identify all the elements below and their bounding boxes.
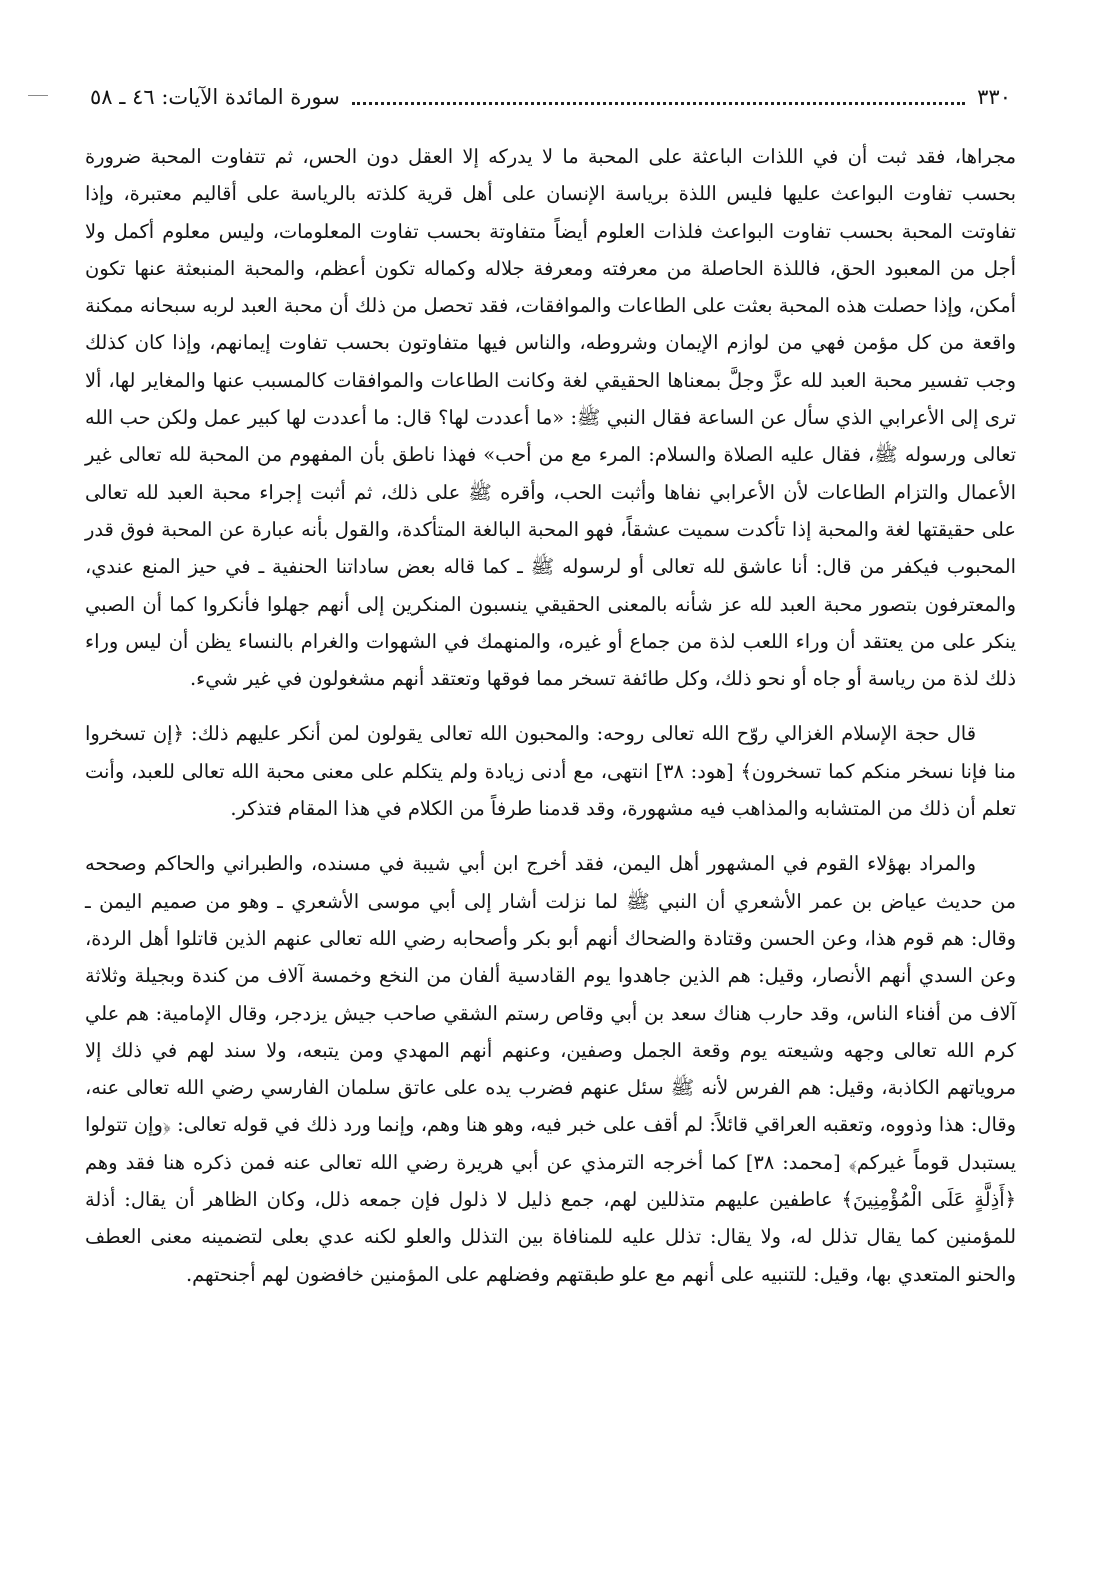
margin-mark	[28, 95, 48, 96]
page-body	[85, 138, 1016, 1293]
leader-dots	[352, 101, 965, 105]
paragraph-3: والمراد بهؤلاء القوم في المشهور أهل اليمن، فقد أخرج ابن أبي شيبة في مسنده، والطبراني والحاكم وصححه من حديث عياض بن عمر الأشعري أن النبي ﷺ لما نزلت أشار إلى أبي موسى الأشعري ـ وهو من صميم اليمن ـ وقال: هم قوم هذا، وعن الحسن وقتادة والضحاك أنهم أبو بكر وأصحابه رضي الله تعالى عنهم الذين قاتلوا أهل الردة، وعن السدي أنهم الأنصار، وقيل: هم الذين جاهدوا يوم القادسية ألفان من النخع وخمسة آلاف من كندة وبجيلة وثلاثة آلاف من أفناء الناس، وقد حارب هناك سعد بن أبي وقاص رستم الشقي صاحب جيش يزدجر، وقال الإمامية: هم علي كرم الله تعالى وجهه وشيعته يوم وقعة الجمل وصفين، وعنهم أنهم المهدي ومن يتبعه، ولا سند لهم في ذلك إلا مروياتهم الكاذبة، وقيل: هم الفرس لأنه ﷺ سئل عنهم فضرب يده على عاتق سلمان الفارسي رضي الله تعالى عنه، وقال: هذا وذووه، وتعقبه العراقي قائلاً: لم أقف على خبر فيه، وهو هنا وهم، وإنما ورد ذلك في قوله تعالى: ﴿وإن تتولوا يستبدل قوماً غيركم﴾ [محمد: ٣٨] كما أخرجه الترمذي عن أبي هريرة رضي الله تعالى عنه فمن ذكره هنا فقد وهم ﴿أَذِلَّةٍ عَلَى الْمُؤْمِنِينَ﴾ عاطفين عليهم متذللين لهم، جمع ذليل لا ذلول فإن جمعه ذلل، وكان الظاهر أن يقال: أذلة للمؤمنين كما يقال تذلل له، ولا يقال: تذلل عليه للمنافاة بين التذلل والعلو لكنه عدي بعلى لتضمينه معنى العطف والحنو المتعدي بها، وقيل: للتنبيه على أنهم مع علو طبقتهم وفضلهم على المؤمنين خافضون لهم أجنحتهم.	[85, 852, 1017, 1286]
running-header	[90, 80, 1011, 114]
page-number: ٣٣٠	[977, 85, 1011, 109]
paragraph-2: قال حجة الإسلام الغزالي روّح الله تعالى روحه: والمحبون الله تعالى يقولون لمن أنكر عليهم ذلك: ﴿إن تسخروا منا فإنا نسخر منكم كما تسخرون﴾ [هود: ٣٨] انتهى، مع أدنى زيادة ولم يتكلم على معنى محبة الله تعالى للعبد، وأنت تعلم أن ذلك من المتشابه والمذاهب فيه مشهورة، وقد قدمنا طرفاً من الكلام في هذا المقام فتذكر.	[85, 722, 1016, 821]
paragraph-1: مجراها، فقد ثبت أن في اللذات الباعثة على المحبة ما لا يدركه إلا العقل دون الحس، ثم تتفاوت المحبة ضرورة بحسب تفاوت البواعث عليها فليس اللذة برياسة الإنسان على أهل قرية كلذته بالرياسة على أقاليم معتبرة، وإذا تفاوتت المحبة بحسب تفاوت البواعث فلذات العلوم أيضاً متفاوتة بحسب تفاوت المعلومات، وليس معلوم أكمل ولا أجل من المعبود الحق، فاللذة الحاصلة من معرفته ومعرفة جلاله وكماله تكون أعظم، والمحبة المنبعثة عنها تكون أمكن، وإذا حصلت هذه المحبة بعثت على الطاعات والموافقات، فقد تحصل من ذلك أن محبة العبد لربه سبحانه ممكنة واقعة من كل مؤمن فهي من لوازم الإيمان وشروطه، والناس فيها متفاوتون بحسب تفاوت إيمانهم، وإذا كان كذلك وجب تفسير محبة العبد لله عزَّ وجلَّ بمعناها الحقيقي لغة وكانت الطاعات والموافقات كالمسبب عنها والمغاير لها، ألا ترى إلى الأعرابي الذي سأل عن الساعة فقال النبي ﷺ: «ما أعددت لها؟ قال: ما أعددت لها كبير عمل ولكن حب الله تعالى ورسوله ﷺ، فقال عليه الصلاة والسلام: المرء مع من أحب» فهذا ناطق بأن المفهوم من المحبة لله تعالى غير الأعمال والتزام الطاعات لأن الأعرابي نفاها وأثبت الحب، وأقره ﷺ على ذلك، ثم أثبت إجراء محبة العبد لله تعالى على حقيقتها لغة والمحبة إذا تأكدت سميت عشقاً، فهو المحبة البالغة المتأكدة، والقول بأنه عبارة عن المحبة فوق قدر المحبوب فيكفر من قال: أنا عاشق لله تعالى أو لرسوله ﷺ ـ كما قاله بعض ساداتنا الحنفية ـ في حيز المنع عندي، والمعترفون بتصور محبة العبد لله عز شأنه بالمعنى الحقيقي ينسبون المنكرين إلى أنهم جهلوا فأنكروا كما أن الصبي ينكر على من يعتقد أن وراء اللعب لذة من جماع أو غيره، والمنهمك في الشهوات والغرام بالنساء يظن أن ليس وراء ذلك لذة من رياسة أو جاه أو نحو ذلك، وكل طائفة تسخر مما فوقها وتعتقد أنهم مشغولون في غير شيء.	[85, 145, 1016, 691]
surah-title: سورة المائدة الآيات: ٤٦ ـ ٥٨	[90, 85, 340, 109]
